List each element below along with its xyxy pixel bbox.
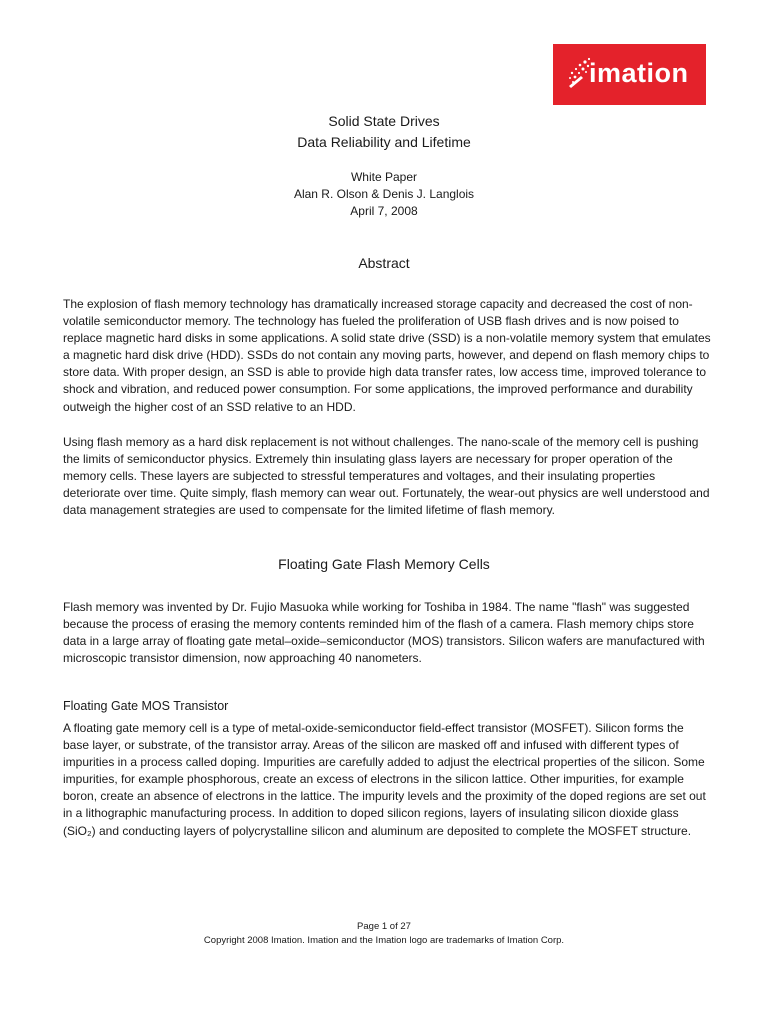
abstract-paragraph-2: Using flash memory as a hard disk replacement is not without challenges. The nano-scale of the memory cell is pushing the limits of semiconductor physics. Extremely thin insulating glass layers are necessary for proper operation of the memory cells. These layers are subjected to stressful temperatures and voltages, and their insulating properties deteriorate over time. Quite simply, flash memory can wear out. Fortunately, the wear-out physics are well understood and data management strategies are used to compensate for the limited lifetime of flash memory. xyxy=(63,435,710,518)
page-number: Page 1 of 27 xyxy=(357,921,411,932)
mos-transistor-paragraph: A floating gate memory cell is a type of metal-oxide-semiconductor field-effect transistor (MOSFET). Silicon forms the base layer, or substrate, of the transistor array. Areas of the silicon are masked off and infused with different types of impurities in a process called doping. Impurities are carefully added to adjust the electrical properties of the silicon. Some impurities, for example phosphorous, create an excess of electrons in the silicon lattice. Other impurities, for example boron, create an absence of electrons in the lattice. The impurity levels and the proximity of the doped regions are set out in a lithographic manufacturing process. In addition to doped silicon regions, layers of insulating silicon dioxide glass (SiO₂) and conducting layers of polycrystalline silicon and aluminum are deposited to complete the MOSFET structure. xyxy=(63,721,706,838)
document-type: White Paper xyxy=(350,170,418,184)
floating-gate-paragraph: Flash memory was invented by Dr. Fujio Masuoka while working for Toshiba in 1984. The name "flash" was suggested because the process of erasing the memory contents reminded him of the flash of a camera. Flash memory chips store data in a large array of floating gate metal–oxide–semiconductor (MOS) transistors. Silicon wafers are manufactured with microscopic transistor dimension, now approaching 40 nanometers. xyxy=(63,600,705,666)
abstract-paragraph-1: The explosion of flash memory technology has dramatically increased storage capacity and decreased the cost of non-volatile semiconductor memory. The technology has fueled the proliferation of USB flash drives and is now poised to replace magnetic hard disks in some applications. A solid state drive (SSD) is a non-volatile memory system that emulates a magnetic hard disk drive (HDD). SSDs do not contain any moving parts, however, and depend on flash memory chips to store data. With proper design, an SSD is able to provide high data transfer rates, low access time, improved tolerance to shock and vibration, and reduced power consumption. For some applications, the improved performance and durability outweigh the higher cost of an SSD relative to an HDD. xyxy=(63,297,711,414)
logo-wordmark: imation xyxy=(589,58,689,88)
document-title: Solid State Drives xyxy=(328,113,440,129)
document-date: April 7, 2008 xyxy=(350,204,418,218)
copyright-notice: Copyright 2008 Imation. Imation and the Imation logo are trademarks of Imation Corp. xyxy=(203,935,565,946)
section-heading-floating-gate: Floating Gate Flash Memory Cells xyxy=(278,556,490,572)
subsection-heading-mos-transistor: Floating Gate MOS Transistor xyxy=(63,699,229,713)
imation-logo xyxy=(553,44,706,105)
document-subtitle: Data Reliability and Lifetime xyxy=(297,134,471,150)
document-authors: Alan R. Olson & Denis J. Langlois xyxy=(293,187,475,201)
abstract-heading: Abstract xyxy=(358,255,410,271)
